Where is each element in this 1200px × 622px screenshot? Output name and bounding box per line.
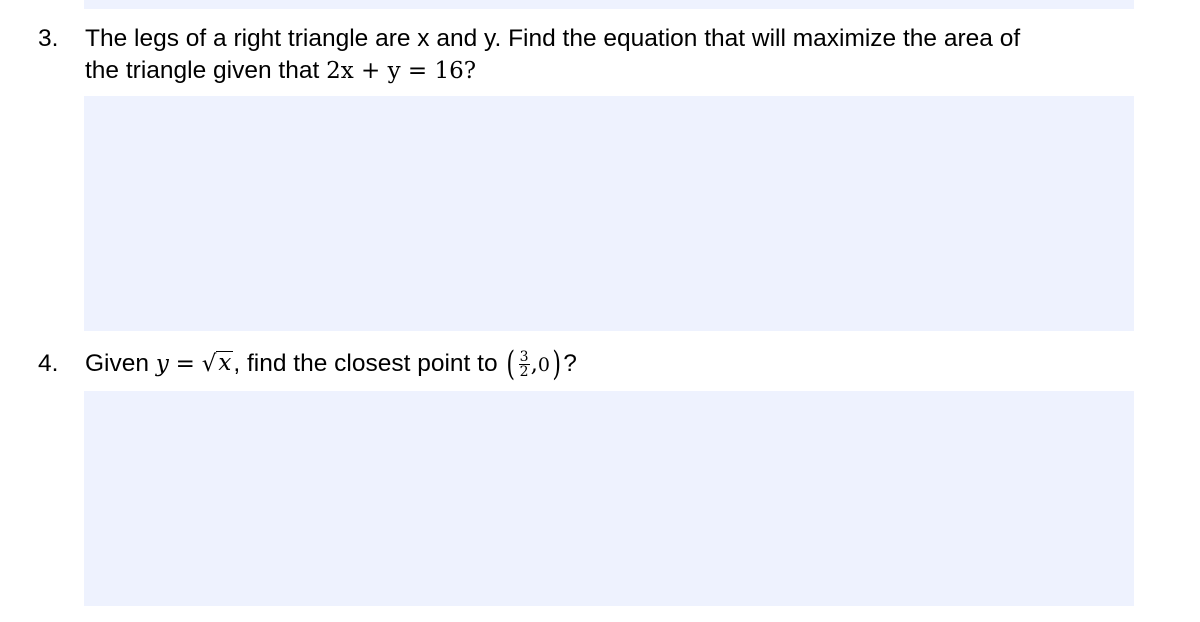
- question-number: 4.: [38, 350, 59, 377]
- question-text-line-1: [85, 344, 577, 384]
- question-end: ?: [563, 350, 577, 377]
- constraint-equation: 2x + y = 16?: [326, 58, 477, 84]
- point-x-fraction: [519, 350, 530, 379]
- question-number: 3.: [38, 25, 59, 52]
- answer-box-previous[interactable]: [84, 0, 1134, 9]
- fraction-denominator: 2: [519, 364, 529, 381]
- square-root: √x: [201, 350, 232, 377]
- close-paren: ): [552, 344, 561, 384]
- question-text: , find the closest point to: [233, 350, 498, 377]
- point-separator: ,: [530, 351, 538, 377]
- open-paren: (: [506, 344, 516, 384]
- sqrt-argument: x: [218, 350, 232, 376]
- question-text-line-2: [85, 55, 476, 87]
- given-label: Given: [85, 350, 150, 377]
- answer-box-question-3[interactable]: [84, 96, 1134, 331]
- equals-sign: =: [175, 351, 195, 377]
- y-variable: y: [155, 351, 169, 377]
- point-y-value: 0: [537, 354, 550, 376]
- fraction-numerator: 3: [519, 349, 529, 366]
- question-text-line-1: The legs of a right triangle are x and y. Find the equation that will maximize the area of: [85, 25, 1021, 52]
- answer-box-question-4[interactable]: [84, 391, 1134, 606]
- question-text: the triangle given that: [85, 57, 320, 84]
